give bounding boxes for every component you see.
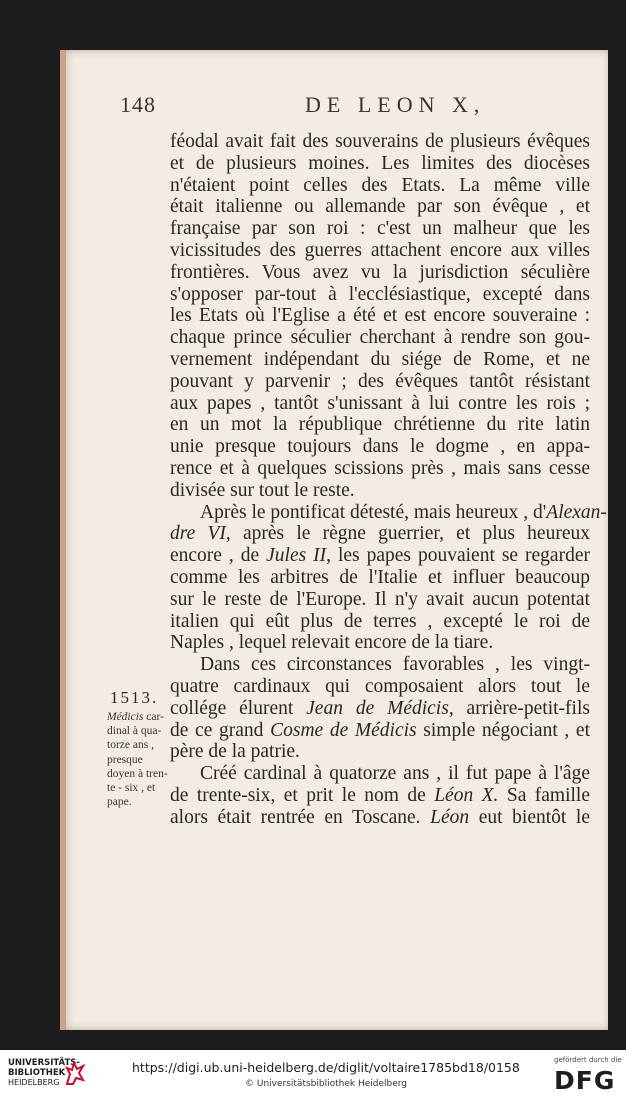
text-line: féodal avait fait des souverains de plusieurs évêques xyxy=(170,131,590,152)
text-line: encore , de Jules II, les papes pouvaient se regarder xyxy=(170,545,590,567)
text-line: les Etats où l'Eglise a été et est encore souveraine : xyxy=(170,305,590,327)
running-head xyxy=(120,90,550,120)
page-number: 148 xyxy=(120,92,156,117)
text-line: aux papes , tantôt s'unissant à lui contre les rois ; xyxy=(170,392,590,414)
text-line: divisée sur tout le reste. xyxy=(170,479,355,501)
text-line: quatre cardinaux qui composaient alors tout le xyxy=(170,675,590,697)
paragraph-2 xyxy=(170,501,607,655)
text-line: comme les arbitres de l'Italie et influer beaucoup xyxy=(170,566,590,588)
text-line: Créé cardinal à quatorze ans , il fut pape à l'âge xyxy=(200,763,590,785)
text-line: italien qui eût plus de terres , excepté le roi de xyxy=(170,610,590,632)
text-line: était italienne ou allemande par son évêque , et xyxy=(170,196,590,218)
margin-note-line: doyen à tren- xyxy=(107,767,168,780)
text-line: chaque prince séculier cherchant à rendre son gou- xyxy=(170,327,590,349)
text-line: de ce grand Cosme de Médicis simple négociant , et xyxy=(170,719,590,741)
margin-note-line: presque xyxy=(107,753,143,766)
text-line: n'étaient point celles des Etats. La même ville xyxy=(170,174,590,196)
text-line: Dans ces circonstances favorables , les vingt- xyxy=(200,654,590,676)
dfg-logo[interactable] xyxy=(548,1054,620,1094)
text-line: vicissitudes des guerres attachent encore aux villes xyxy=(170,239,590,261)
text-line: rence et à quelques scissions près , mais sans cesse xyxy=(170,457,590,479)
logo-text-line1: UNIVERSITÄTS- xyxy=(8,1058,80,1068)
page-gutter xyxy=(60,50,66,1030)
margin-note-line: pape. xyxy=(107,796,132,809)
copyright-text: © Universitätsbibliothek Heidelberg xyxy=(245,1079,408,1089)
heidelberg-lion-icon xyxy=(64,1060,86,1086)
margin-note-line: torze ans , xyxy=(107,739,154,752)
viewer-footer xyxy=(0,1050,626,1097)
text-line: et de plusieurs moines. Les limites des diocèses xyxy=(170,152,590,174)
text-line: en un mot la république chrétienne du rite latin xyxy=(170,414,590,436)
text-line: française par son roi : c'est un malheur que les xyxy=(170,218,590,240)
text-line: dre VI, après le règne guerrier, et plus heureux xyxy=(170,523,590,545)
margin-note-line: te - six , et xyxy=(107,782,156,795)
text-line: collége élurent Jean de Médicis, arrière-petit-fils xyxy=(170,697,590,719)
margin-note xyxy=(107,710,187,809)
text-line: Après le pontificat détesté, mais heureux , d'Alexan- xyxy=(200,501,607,523)
text-line: de trente-six, et prit le nom de Léon X. Sa famille xyxy=(170,784,590,806)
text-line: unie presque toujours dans le dogme , en appa- xyxy=(170,436,590,458)
dfg-wordmark: DFG xyxy=(554,1066,616,1095)
text-line: sur le reste de l'Europe. Il n'y avait aucun potentat xyxy=(170,588,590,610)
text-line: père de la patrie. xyxy=(170,741,300,763)
text-line: Naples , lequel relevait encore de la tiare. xyxy=(170,632,494,654)
permalink-url[interactable]: https://digi.ub.uni-heidelberg.de/diglit/voltaire1785bd18/0158 xyxy=(132,1060,520,1075)
logo-text-line3: HEIDELBERG xyxy=(8,1078,60,1087)
text-line: s'opposer par-tout à l'ecclésiastique, excepté dans xyxy=(170,283,590,305)
funded-by-text: gefördert durch die xyxy=(554,1056,622,1064)
text-line: pouvant y parvenir ; des évêques tantôt résistant xyxy=(170,370,590,392)
running-title: DE LEON X, xyxy=(305,92,486,117)
margin-year: 1513. xyxy=(110,688,159,707)
paragraph-4 xyxy=(170,763,590,828)
margin-note-line: dinal à qua- xyxy=(107,725,162,738)
paragraph-3 xyxy=(170,654,590,763)
body-text xyxy=(170,131,607,829)
text-line: frontières. Vous avez vu la jurisdiction séculière xyxy=(170,261,590,283)
margin-note-line: Médicis car- xyxy=(107,711,164,723)
text-line: alors était rentrée en Toscane. Léon eut bientôt le xyxy=(170,806,590,828)
logo-text-line2: BIBLIOTHEK xyxy=(8,1068,66,1078)
text-line: vernement indépendant du siége de Rome, et ne xyxy=(170,348,590,370)
paragraph-1 xyxy=(170,131,590,502)
